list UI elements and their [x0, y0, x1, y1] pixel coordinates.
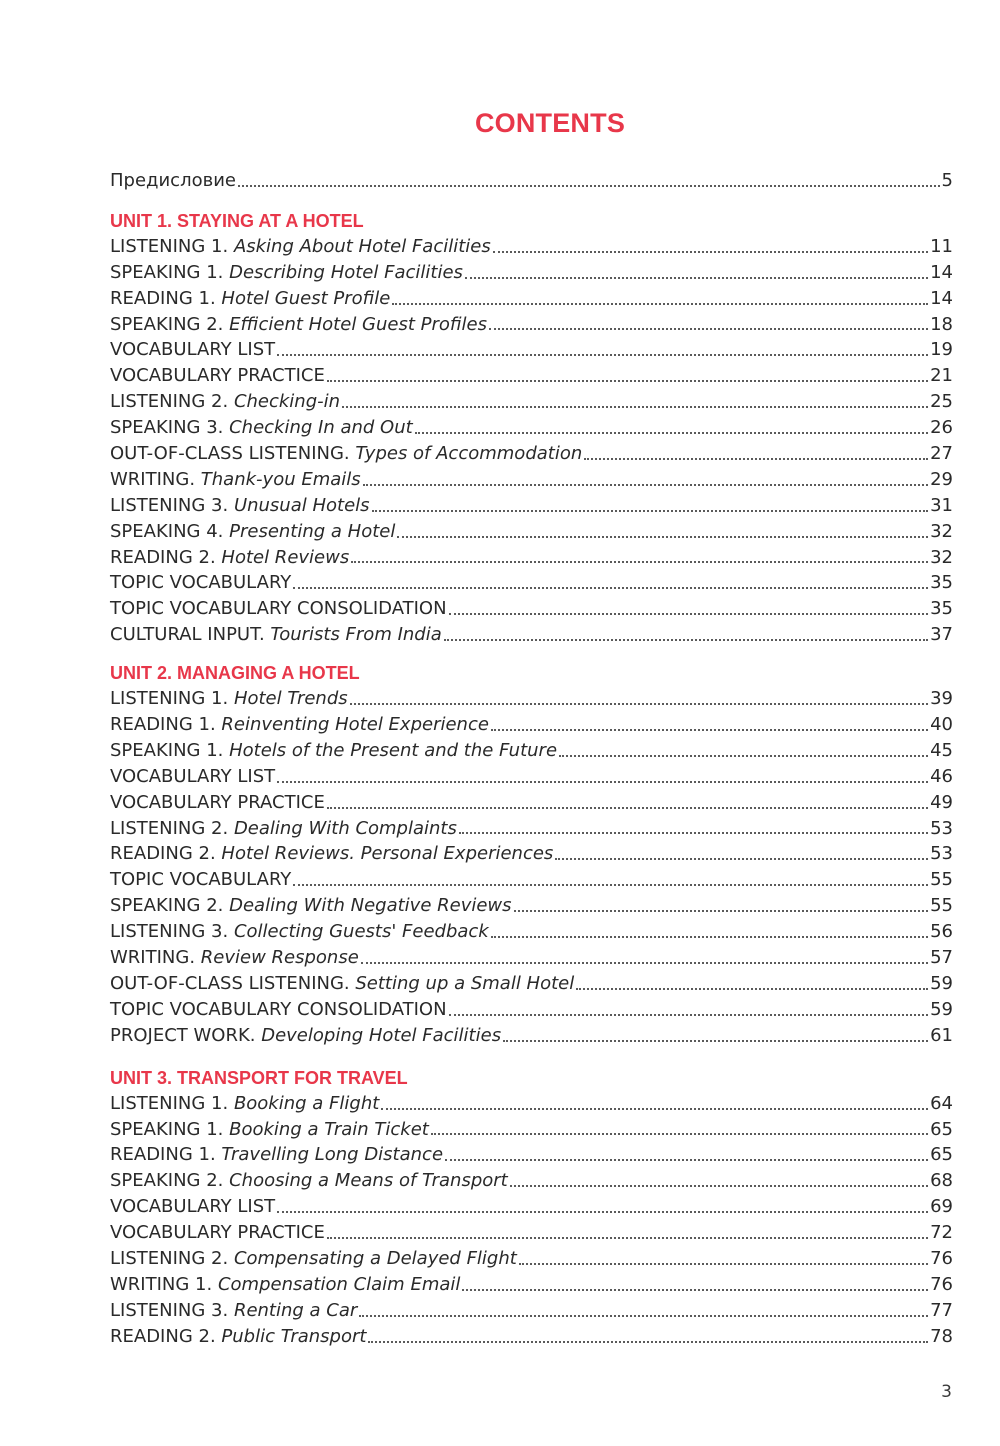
page-ref: 69 [930, 1196, 953, 1218]
unit-spacer [110, 194, 953, 208]
section-name: SPEAKING 2. [110, 1170, 230, 1192]
dot-leader [238, 183, 940, 187]
toc-entry[interactable] [110, 1168, 953, 1194]
section-title: Setting up a Small Hotel [355, 972, 575, 994]
section-title: Hotel Trends [233, 688, 348, 710]
toc-entry-label [110, 441, 582, 467]
toc-entry[interactable] [110, 493, 953, 519]
unit-spacer [110, 648, 953, 660]
toc-entry[interactable] [110, 1220, 953, 1246]
page-ref: 29 [930, 468, 953, 490]
toc-entry[interactable] [110, 997, 953, 1023]
toc-entry-label [110, 867, 291, 893]
toc-entry[interactable] [110, 738, 953, 764]
page-ref: 11 [930, 235, 953, 257]
section-title: Choosing a Means of Transport [229, 1170, 508, 1192]
section-name: LISTENING 1. [110, 235, 234, 257]
section-name: LISTENING 1. [110, 688, 234, 710]
toc-entry-label [110, 1023, 501, 1049]
dot-leader [459, 830, 928, 834]
toc-entry[interactable] [110, 570, 953, 596]
toc-entry[interactable] [110, 686, 953, 712]
page-ref: 39 [930, 688, 953, 710]
section-title: Tourists From India [270, 624, 442, 646]
page-ref: 53 [930, 817, 953, 839]
page-ref: 77 [930, 1299, 953, 1321]
dot-leader [327, 805, 928, 809]
section-name: LISTENING 3. [110, 921, 234, 943]
page-ref: 78 [930, 1325, 953, 1347]
toc-entry[interactable] [110, 867, 953, 893]
dot-leader [555, 856, 928, 860]
section-title: Presenting a Hotel [229, 520, 396, 542]
dot-leader [491, 934, 928, 938]
section-title: Thank-you Emails [200, 468, 361, 490]
section-name: LISTENING 2. [110, 391, 234, 413]
toc-entry-label [110, 493, 370, 519]
section-name: READING 2. [110, 1325, 222, 1347]
section-name: TOPIC VOCABULARY [110, 572, 292, 594]
page-ref: 56 [930, 921, 953, 943]
toc-entry[interactable] [110, 519, 953, 545]
toc-entry-label [110, 816, 457, 842]
toc-entry[interactable] [110, 467, 953, 493]
page-ref: 65 [930, 1144, 953, 1166]
page-ref: 35 [930, 572, 953, 594]
toc-entry[interactable] [110, 1246, 953, 1272]
dot-leader [415, 430, 928, 434]
section-name: READING 2. [110, 546, 222, 568]
unit-heading[interactable]: UNIT 3. TRANSPORT FOR TRAVEL [110, 1067, 408, 1088]
section-name: OUT-OF-CLASS LISTENING. [110, 443, 356, 465]
dot-leader [293, 585, 928, 589]
section-name: READING 2. [110, 843, 222, 865]
section-title: Review Response [200, 947, 359, 969]
dot-leader [462, 1287, 928, 1291]
toc-entry[interactable] [110, 945, 953, 971]
section-title: Travelling Long Distance [221, 1144, 444, 1166]
toc-entry-label [110, 415, 413, 441]
dot-leader [449, 611, 929, 615]
toc-entry-label [110, 1194, 275, 1220]
section-name: READING 1. [110, 287, 222, 309]
toc-entry-label [110, 971, 574, 997]
toc-entry-label [110, 1220, 325, 1246]
page-ref: 14 [930, 287, 953, 309]
toc-entry[interactable] [110, 1298, 953, 1324]
section-name: LISTENING 3. [110, 494, 234, 516]
toc-entry-label [110, 997, 447, 1023]
page-ref: 55 [930, 895, 953, 917]
page-ref: 45 [930, 739, 953, 761]
toc-entry[interactable] [110, 919, 953, 945]
section-name: VOCABULARY LIST [110, 765, 276, 787]
page-ref: 27 [930, 443, 953, 465]
section-title: Efficient Hotel Guest Profiles [229, 313, 487, 335]
section-name: OUT-OF-CLASS LISTENING. [110, 972, 356, 994]
section-title: Public Transport [221, 1325, 367, 1347]
dot-leader [381, 1106, 928, 1110]
toc-entry-label [110, 712, 489, 738]
section-title: Checking In and Out [229, 417, 413, 439]
toc-entry-label [110, 596, 447, 622]
page-ref: 76 [930, 1247, 953, 1269]
dot-leader [489, 326, 928, 330]
dot-leader [293, 882, 928, 886]
page-ref: 49 [930, 791, 953, 813]
toc-entry-label [110, 570, 291, 596]
dot-leader [277, 352, 928, 356]
toc-entry[interactable] [110, 712, 953, 738]
toc-entry-label [110, 312, 487, 338]
section-name: SPEAKING 1. [110, 261, 230, 283]
section-name: CULTURAL INPUT. [110, 624, 271, 646]
toc-entry-label [110, 1091, 379, 1117]
dot-leader [465, 275, 928, 279]
section-name: VOCABULARY PRACTICE [110, 791, 325, 813]
page-ref: 35 [930, 598, 953, 620]
page-ref: 55 [930, 869, 953, 891]
dot-leader [514, 908, 929, 912]
toc-entry[interactable] [110, 893, 953, 919]
section-name: VOCABULARY LIST [110, 1196, 276, 1218]
section-title: Booking a Train Ticket [229, 1118, 429, 1140]
toc-entry[interactable] [110, 841, 953, 867]
dot-leader [449, 1012, 929, 1016]
section-title: Developing Hotel Facilities [261, 1024, 502, 1046]
section-name: LISTENING 2. [110, 1247, 234, 1269]
toc-entry[interactable] [110, 415, 953, 441]
section-title: Dealing With Negative Reviews [229, 895, 512, 917]
section-title: Describing Hotel Facilities [229, 261, 463, 283]
toc-entry-label [110, 234, 491, 260]
dot-leader [342, 404, 928, 408]
toc-entry-label [110, 893, 512, 919]
toc-entry[interactable] [110, 1324, 953, 1350]
units-container [110, 194, 953, 1350]
page-ref: 59 [930, 972, 953, 994]
toc-entry[interactable] [110, 816, 953, 842]
toc-entry-label [110, 1168, 508, 1194]
dot-leader [277, 779, 928, 783]
section-title: Reinventing Hotel Experience [221, 714, 489, 736]
toc-entry[interactable] [110, 389, 953, 415]
dot-leader [584, 456, 928, 460]
page-ref: 32 [930, 520, 953, 542]
section-name: READING 1. [110, 1144, 222, 1166]
page-ref: 25 [930, 391, 953, 413]
dot-leader [397, 534, 928, 538]
toc-entry-label [110, 790, 325, 816]
toc-entry-label [110, 545, 349, 571]
dot-leader [368, 1339, 928, 1343]
toc-entry-label [110, 1246, 517, 1272]
section-name: VOCABULARY LIST [110, 339, 276, 361]
page-ref: 61 [930, 1024, 953, 1046]
toc-entry[interactable] [110, 286, 953, 312]
toc-entry-label [110, 519, 395, 545]
section-name: SPEAKING 2. [110, 313, 230, 335]
dot-leader [277, 1209, 928, 1213]
dot-leader [351, 559, 928, 563]
section-title: Asking About Hotel Facilities [233, 235, 491, 257]
table-of-contents [110, 168, 953, 1350]
toc-entry[interactable] [110, 545, 953, 571]
section-title: Checking-in [233, 391, 341, 413]
section-name: LISTENING 2. [110, 817, 234, 839]
dot-leader [327, 1235, 928, 1239]
page-ref: 19 [930, 339, 953, 361]
page-ref: 31 [930, 494, 953, 516]
unit-heading[interactable]: UNIT 2. MANAGING A HOTEL [110, 663, 360, 684]
section-name: PROJECT WORK. [110, 1024, 262, 1046]
section-name: WRITING. [110, 468, 201, 490]
section-name: WRITING 1. [110, 1273, 218, 1295]
toc-entry-label [110, 622, 442, 648]
dot-leader [392, 301, 928, 305]
page-number: 3 [941, 1382, 952, 1402]
toc-entry-label [110, 260, 463, 286]
section-name: WRITING. [110, 947, 201, 969]
toc-entry[interactable] [110, 971, 953, 997]
dot-leader [576, 986, 928, 990]
toc-entry[interactable] [110, 1272, 953, 1298]
page-ref: 53 [930, 843, 953, 865]
section-name: SPEAKING 1. [110, 739, 230, 761]
page-ref: 32 [930, 546, 953, 568]
toc-entry-label [110, 686, 348, 712]
toc-entry[interactable] [110, 1194, 953, 1220]
page-ref: 26 [930, 417, 953, 439]
toc-entry[interactable] [110, 312, 953, 338]
toc-entry[interactable] [110, 1117, 953, 1143]
toc-entry[interactable] [110, 337, 953, 363]
dot-leader [519, 1261, 928, 1265]
page-ref: 46 [930, 765, 953, 787]
section-name: SPEAKING 4. [110, 520, 230, 542]
section-title: Hotels of the Present and the Future [229, 739, 558, 761]
section-title: Unusual Hotels [233, 494, 370, 516]
toc-entry-label [110, 841, 553, 867]
page-ref: 59 [930, 998, 953, 1020]
page-ref: 64 [930, 1092, 953, 1114]
toc-entry-label [110, 1272, 460, 1298]
section-name: VOCABULARY PRACTICE [110, 1222, 325, 1244]
section-title: Compensating a Delayed Flight [233, 1247, 517, 1269]
section-title: Hotel Reviews [221, 546, 350, 568]
toc-entry[interactable] [110, 1023, 953, 1049]
section-name: TOPIC VOCABULARY [110, 869, 292, 891]
toc-entry-label [110, 389, 340, 415]
toc-entry[interactable] [110, 441, 953, 467]
toc-entry[interactable] [110, 790, 953, 816]
dot-leader [445, 1157, 928, 1161]
toc-entry-label [110, 337, 275, 363]
dot-leader [491, 727, 928, 731]
unit-heading[interactable]: UNIT 1. STAYING AT A HOTEL [110, 210, 364, 231]
toc-entry[interactable] [110, 764, 953, 790]
section-title: Booking a Flight [233, 1092, 380, 1114]
page-ref: 21 [930, 365, 953, 387]
page-ref: 57 [930, 947, 953, 969]
toc-entry-label [110, 467, 361, 493]
toc-entry-label [110, 945, 359, 971]
toc-entry-label [110, 286, 390, 312]
toc-entry[interactable] [110, 363, 953, 389]
page-ref: 65 [930, 1118, 953, 1140]
toc-entry-label [110, 1324, 366, 1350]
page-ref: 76 [930, 1273, 953, 1295]
page-title: CONTENTS [474, 108, 626, 138]
dot-leader [559, 753, 928, 757]
section-title: Hotel Guest Profile [221, 287, 391, 309]
toc-entry-label [110, 1142, 443, 1168]
toc-entry-label [110, 919, 489, 945]
preface-entry[interactable] [110, 168, 953, 194]
preface-label: Предисловие [110, 170, 236, 191]
dot-leader [359, 1313, 928, 1317]
toc-entry[interactable] [110, 260, 953, 286]
section-name: SPEAKING 3. [110, 417, 230, 439]
section-title: Hotel Reviews. Personal Experiences [221, 843, 554, 865]
dot-leader [350, 701, 928, 705]
section-name: SPEAKING 1. [110, 1118, 230, 1140]
dot-leader [493, 249, 928, 253]
section-name: READING 1. [110, 714, 222, 736]
unit-spacer [110, 1049, 953, 1065]
page-ref: 14 [930, 261, 953, 283]
toc-entry[interactable] [110, 596, 953, 622]
section-name: SPEAKING 2. [110, 895, 230, 917]
toc-entry[interactable] [110, 234, 953, 260]
page-ref: 37 [930, 624, 953, 646]
page-ref: 18 [930, 313, 953, 335]
toc-entry-label [110, 738, 557, 764]
toc-entry-label [110, 1298, 357, 1324]
toc-entry[interactable] [110, 1091, 953, 1117]
dot-leader [363, 482, 928, 486]
section-name: TOPIC VOCABULARY CONSOLIDATION [110, 998, 447, 1020]
section-name: TOPIC VOCABULARY CONSOLIDATION [110, 598, 447, 620]
dot-leader [510, 1183, 928, 1187]
section-name: LISTENING 1. [110, 1092, 234, 1114]
toc-entry-label [110, 363, 325, 389]
section-name: VOCABULARY PRACTICE [110, 365, 325, 387]
dot-leader [444, 637, 928, 641]
section-title: Types of Accommodation [355, 443, 583, 465]
toc-entry[interactable] [110, 1142, 953, 1168]
dot-leader [327, 378, 928, 382]
section-name: LISTENING 3. [110, 1299, 234, 1321]
toc-entry[interactable] [110, 622, 953, 648]
section-title: Dealing With Complaints [233, 817, 457, 839]
page-ref: 40 [930, 714, 953, 736]
toc-entry-label [110, 1117, 429, 1143]
toc-entry-label [110, 764, 275, 790]
section-title: Compensation Claim Email [217, 1273, 461, 1295]
section-title: Collecting Guests' Feedback [233, 921, 489, 943]
section-title: Renting a Car [233, 1299, 358, 1321]
dot-leader [503, 1038, 928, 1042]
page-ref: 72 [930, 1222, 953, 1244]
dot-leader [372, 508, 929, 512]
page-ref: 5 [941, 170, 953, 191]
page-ref: 68 [930, 1170, 953, 1192]
dot-leader [431, 1131, 928, 1135]
dot-leader [361, 960, 928, 964]
